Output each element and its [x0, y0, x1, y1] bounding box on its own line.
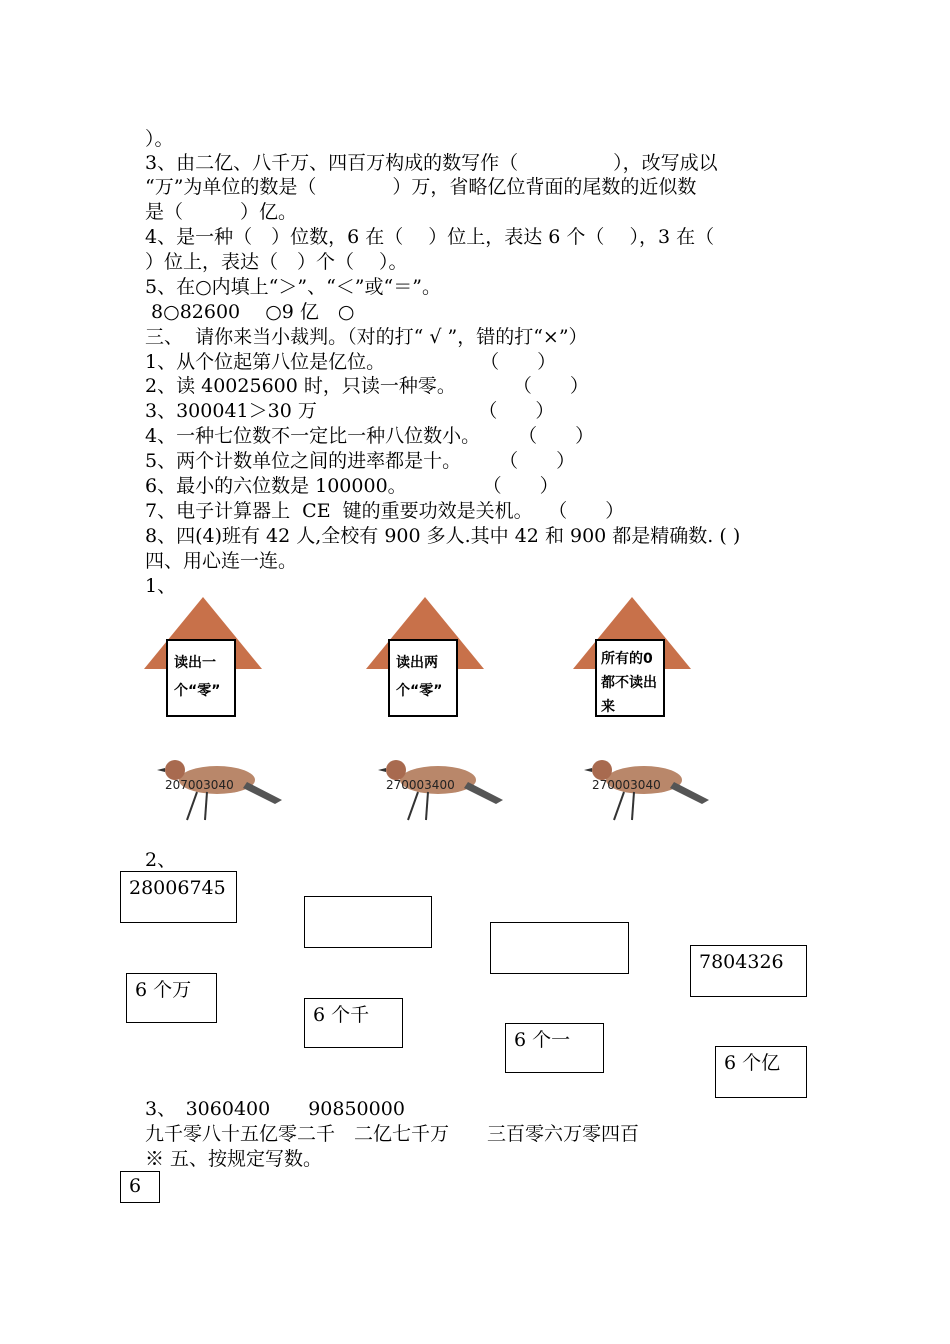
text-line: ）位上，表达（ ）个（ ）。 — [145, 251, 408, 273]
empty-box[interactable] — [304, 896, 432, 948]
compare-line: 8○82600 ○9 亿 ○ — [145, 301, 355, 323]
number-box[interactable]: 7804326 — [690, 945, 807, 997]
number-box[interactable]: 28006745 — [120, 871, 237, 923]
bird-icon — [584, 752, 714, 832]
unit-box[interactable]: 6 个万 — [126, 973, 217, 1023]
bird-number: 207003040 — [165, 778, 234, 792]
question-3: 3、由二亿、八千万、四百万构成的数写作（ ），改写成以 — [145, 152, 718, 174]
bird-number: 270003400 — [386, 778, 455, 792]
house-sign — [595, 639, 665, 717]
sign-text: 来 — [601, 699, 615, 715]
judge-item: 7、电子计算器上 CE 键的重要功效是关机。 （ ） — [145, 500, 625, 522]
question-4: 4、是一种（ ）位数，6 在（ ）位上，表达 6 个（ ），3 在（ — [145, 226, 715, 248]
bird-3[interactable] — [584, 752, 714, 832]
house-3[interactable] — [573, 597, 691, 721]
text-line: “万”为单位的数是（ ）万，省略亿位背面的尾数的近似数 — [145, 176, 697, 198]
unit-box[interactable]: 6 个亿 — [715, 1046, 807, 1098]
sign-text: 个“零” — [174, 683, 221, 699]
bird-icon — [157, 752, 287, 832]
sub-label: 1、 — [145, 575, 177, 597]
section-3-heading: 三、 请你来当小裁判。（对的打“ √ ”，错的打“×”） — [145, 326, 588, 348]
judge-item: 3、300041＞30 万 （ ） — [145, 400, 555, 422]
sign-text: 都不读出 — [601, 675, 657, 691]
judge-item: 4、一种七位数不一定比一种八位数小。 （ ） — [145, 425, 595, 447]
house-2[interactable] — [366, 597, 484, 721]
house-1[interactable] — [144, 597, 262, 721]
sub-label: 2、 — [145, 849, 177, 871]
bird-2[interactable] — [378, 752, 508, 832]
bird-number: 270003040 — [592, 778, 661, 792]
judge-item: 8、四(4)班有 42 人,全校有 900 多人.其中 42 和 900 都是精确数. ( ) — [145, 525, 741, 547]
bird-icon — [378, 752, 508, 832]
sign-text: 所有的0 — [601, 651, 653, 667]
question-3-numbers: 3、 3060400 90850000 — [145, 1098, 405, 1120]
judge-item: 5、两个计数单位之间的进率都是十。 （ ） — [145, 450, 576, 472]
house-sign — [388, 639, 458, 717]
text-line: 是（ ）亿。 — [145, 201, 298, 223]
house-sign — [166, 639, 236, 717]
text-line: ）。 — [145, 128, 174, 150]
question-3-words: 九千零八十五亿零二千 二亿七千万 三百零六万零四百 — [145, 1123, 640, 1145]
empty-box[interactable] — [490, 922, 629, 974]
judge-item: 2、读 40025600 时，只读一种零。 （ ） — [145, 375, 589, 397]
judge-item: 1、从个位起第八位是亿位。 （ ） — [145, 351, 557, 373]
sign-text: 读出两 — [396, 655, 438, 671]
sign-text: 读出一 — [174, 655, 216, 671]
question-5: 5、在○内填上“＞”、“＜”或“＝”。 — [145, 276, 441, 298]
unit-box[interactable]: 6 个一 — [505, 1023, 604, 1073]
section-5-heading: ※ 五、按规定写数。 — [145, 1148, 323, 1170]
digit-box[interactable]: 6 — [120, 1171, 160, 1203]
bird-1[interactable] — [157, 752, 287, 832]
unit-box[interactable]: 6 个千 — [304, 998, 403, 1048]
section-4-heading: 四、用心连一连。 — [145, 550, 298, 572]
judge-item: 6、最小的六位数是 100000。 （ ） — [145, 475, 559, 497]
sign-text: 个“零” — [396, 683, 443, 699]
